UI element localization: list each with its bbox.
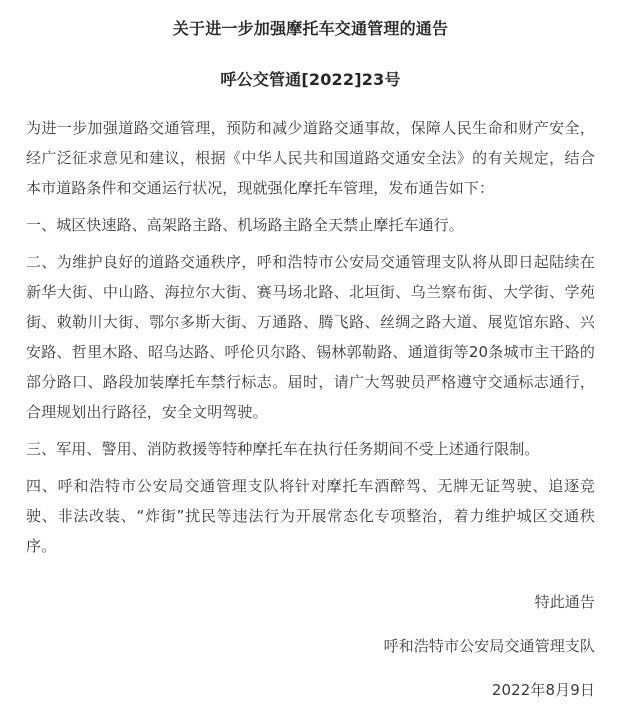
document-number: 呼公交管通[2022]23号 (220, 70, 401, 89)
issue-date: 2022年8月9日 (491, 681, 595, 699)
page-title: 关于进一步加强摩托车交通管理的通告 (172, 19, 449, 38)
paragraph-intro: 为进一步加强道路交通管理，预防和减少道路交通事故，保障人民生命和财产安全，经广泛征求意见和建议，根据《中华人民共和国道路交通安全法》的有关规定，结合本市道路条件和交通运行状况，现就强化摩托车管理，发布通告如下： (26, 119, 595, 197)
signature-block (26, 561, 595, 705)
paragraph-item-four: 四、呼和浩特市公安局交通管理支队将针对摩托车酒醉驾、无牌无证驾驶、追逐竞驶、非法改装、“炸街”扰民等违法行为开展常态化专项整治，着力维护城区交通秩序。 (26, 477, 595, 555)
document-body (26, 91, 595, 561)
paragraph-item-three: 三、军用、警用、消防救援等特种摩托车在执行任务期间不受上述通行限制。 (26, 440, 540, 458)
issuing-agency: 呼和浩特市公安局交通管理支队 (383, 637, 595, 655)
paragraph-item-one: 一、城区快速路、高架路主路、机场路主路全天禁止摩托车通行。 (26, 216, 464, 234)
closing-statement: 特此通告 (534, 593, 595, 611)
paragraph-item-two: 二、为维护良好的道路交通秩序，呼和浩特市公安局交通管理支队将从即日起陆续在新华大街、中山路、海拉尔大街、赛马场北路、北垣街、乌兰察布街、大学街、学苑街、敕勒川大街、鄂尔多斯大街、万通路、腾飞路、丝绸之路大道、展览馆东路、兴安路、哲里木路、昭乌达路、呼伦贝尔路、锡林郭勒路、通道街等20条城市主干路的部分路口、路段加装摩托车禁行标志。届时，请广大驾驶员严格遵守交通标志通行，合理规划出行路径，安全文明驾驶。 (26, 253, 595, 421)
